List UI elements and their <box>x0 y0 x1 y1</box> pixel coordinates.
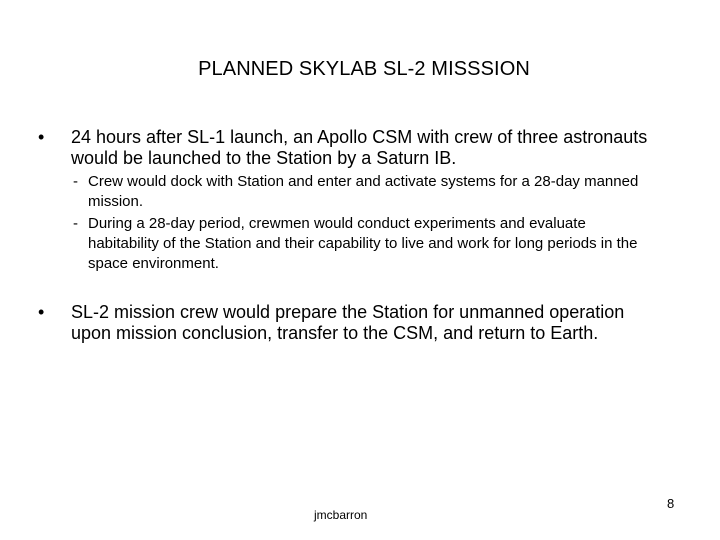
page-number: 8 <box>667 496 675 511</box>
bullet-marker: • <box>38 127 45 147</box>
sub-bullet-text: Crew would dock with Station and enter and activate systems for a 28-day manned mission. <box>88 173 639 210</box>
sub-bullet-marker: - <box>73 173 78 190</box>
bullet-marker: • <box>38 302 45 322</box>
footer-author: jmcbarron <box>314 508 368 522</box>
slide-title: PLANNED SKYLAB SL-2 MISSSION <box>198 58 530 80</box>
sub-bullet-text: During a 28-day period, crewmen would conduct experiments and evaluate habitability of the Station and their capability to live and work for long periods in the space environment. <box>88 215 638 272</box>
bullet-text: SL-2 mission crew would prepare the Station for unmanned operation upon mission conclusion, transfer to the CSM, and return to Earth. <box>71 302 625 343</box>
sub-bullet-marker: - <box>73 215 78 232</box>
bullet-text: 24 hours after SL-1 launch, an Apollo CSM with crew of three astronauts would be launched to the Station by a Saturn IB. <box>71 127 648 168</box>
